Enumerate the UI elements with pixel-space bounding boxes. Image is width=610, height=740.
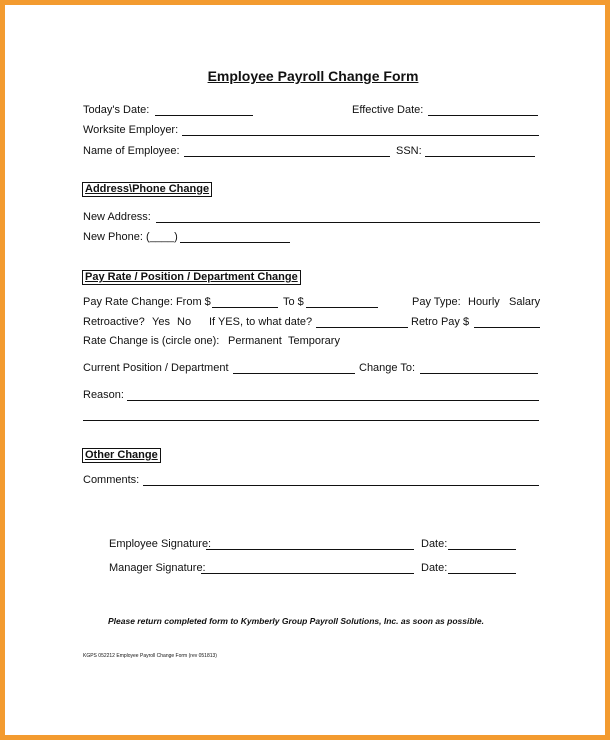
rate-change-permanent-option[interactable]: Permanent	[228, 335, 282, 347]
change-to-label: Change To:	[359, 362, 416, 374]
rate-change-label: Rate Change is (circle one):	[83, 335, 220, 347]
pay-type-hourly-option[interactable]: Hourly	[468, 296, 500, 308]
retroactive-label: Retroactive?	[83, 316, 145, 328]
current-position-label: Current Position / Department	[83, 362, 229, 374]
reason-label: Reason:	[83, 389, 124, 401]
employee-name-label: Name of Employee:	[83, 145, 180, 157]
pay-rate-section-title: Pay Rate / Position / Department Change	[82, 270, 301, 285]
employee-signature-date-label: Date:	[421, 538, 448, 550]
pay-type-label: Pay Type:	[412, 296, 461, 308]
retroactive-no-option[interactable]: No	[177, 316, 192, 328]
manager-signature-label: Manager Signature:	[109, 562, 206, 574]
rate-change-temporary-option[interactable]: Temporary	[288, 335, 340, 347]
form-title: Employee Payroll Change Form	[207, 68, 419, 84]
pay-type-salary-option[interactable]: Salary	[509, 296, 541, 308]
pay-rate-to-label: To $	[283, 296, 304, 308]
pay-rate-change-label: Pay Rate Change: From $	[83, 296, 211, 308]
form-revision-code: KGPS 052212 Employee Payroll Change Form (rev 051813)	[83, 653, 217, 659]
effective-date-label: Effective Date:	[352, 104, 424, 116]
todays-date-label: Today's Date:	[83, 104, 150, 116]
retroactive-yes-option[interactable]: Yes	[152, 316, 170, 328]
retro-pay-label: Retro Pay $	[411, 316, 470, 328]
other-change-section-title: Other Change	[82, 448, 161, 463]
new-phone-label: New Phone:	[83, 231, 143, 243]
new-address-label: New Address:	[83, 211, 151, 223]
employee-signature-label: Employee Signature:	[109, 538, 212, 550]
worksite-employer-label: Worksite Employer:	[83, 124, 179, 136]
address-phone-section-title: Address\Phone Change	[82, 182, 212, 197]
return-instructions: Please return completed form to Kymberly Group Payroll Solutions, Inc. as soon as possible.	[108, 616, 484, 626]
retro-date-label: If YES, to what date?	[209, 316, 313, 328]
manager-signature-date-label: Date:	[421, 562, 448, 574]
comments-label: Comments:	[83, 474, 140, 486]
ssn-label: SSN:	[396, 145, 422, 157]
phone-area-code-field[interactable]: (____)	[146, 231, 178, 243]
